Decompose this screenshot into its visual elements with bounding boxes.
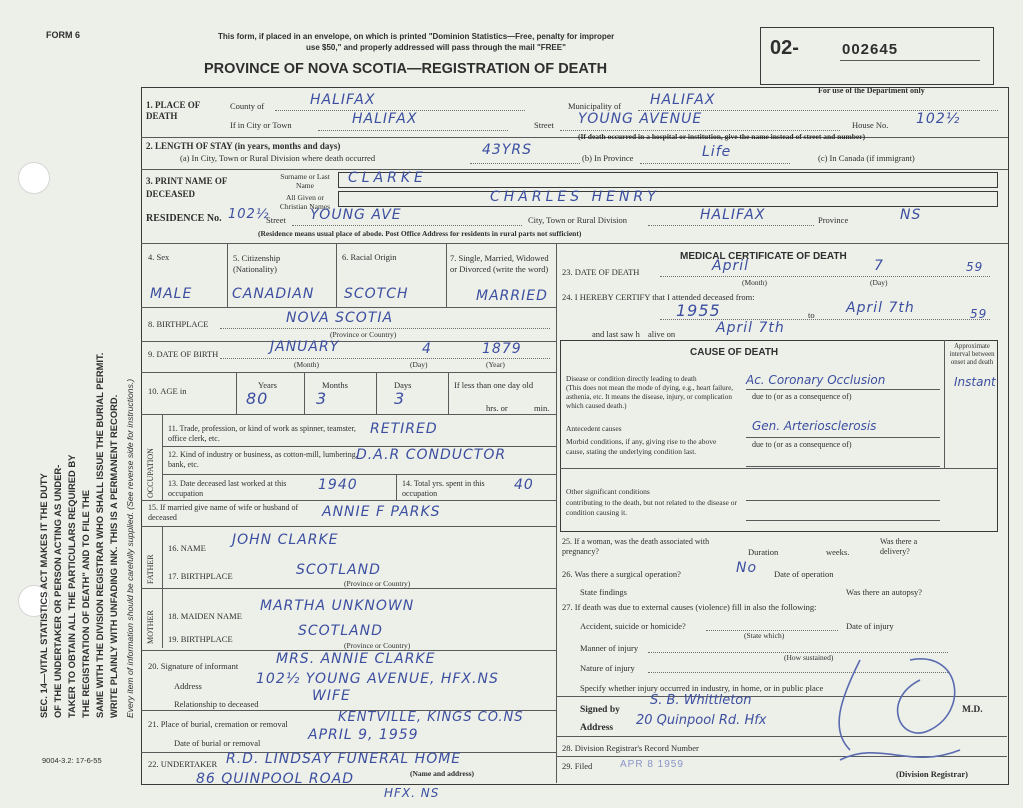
certify-from-value: 1955 — [676, 301, 721, 320]
dob-year-label: (Year) — [486, 360, 505, 369]
signed-by-value: S. B. Whittleton — [650, 693, 752, 708]
given-name-label: All Given or Christian Names — [279, 193, 331, 211]
residence-city-label: City, Town or Rural Division — [528, 215, 628, 225]
given-name-value: CHARLES HENRY — [490, 189, 660, 205]
death-day-label: (Day) — [870, 278, 888, 287]
less-than-day-label: If less than one day old — [454, 380, 534, 390]
father-birthplace-label: 17. BIRTHPLACE — [168, 571, 233, 581]
county-value: HALIFAX — [310, 92, 376, 108]
specify-label: Specify whether injury occurred in industry, in home, or in public place — [580, 683, 824, 693]
delivery-label: Was there a delivery? — [880, 537, 918, 556]
mother-maiden-label: 18. MAIDEN NAME — [168, 611, 242, 621]
stay-city-label: (a) In City, Town or Rural Division where death occurred — [180, 153, 376, 163]
residence-street-value: YOUNG AVE — [310, 207, 402, 223]
state-which-hint: (State which) — [744, 631, 785, 640]
marital-status-label: 7. Single, Married, Widowed or Divorced (write the word) — [450, 253, 549, 274]
surname-label: Surname or Last Name — [280, 172, 330, 190]
surname-value: CLARKE — [348, 170, 427, 186]
total-years-label: 14. Total yrs. spent in this occupation — [402, 479, 485, 498]
length-of-stay-label: 2. LENGTH OF STAY (in years, months and days) — [146, 141, 341, 151]
death-day-value: 7 — [874, 258, 884, 274]
stay-canada-label: (c) In Canada (if immigrant) — [818, 153, 915, 163]
side-instruction-line5: SAME WITH THE DIVISION REGISTRAR WHO SHALL ISSUE THE BURIAL PERMIT. — [94, 352, 105, 718]
death-year-value: 59 — [966, 260, 984, 274]
birthplace-value: NOVA SCOTIA — [286, 310, 394, 326]
footer-code: 9004-3.2: 17-6-55 — [42, 756, 102, 765]
cause-of-death-title: CAUSE OF DEATH — [690, 347, 779, 358]
father-birthplace-hint: (Province or Country) — [344, 579, 411, 588]
approx-interval-label: Approximate interval between onset and death — [949, 343, 995, 366]
burial-date-value: APRIL 9, 1959 — [308, 727, 419, 743]
relationship-value: WIFE — [312, 688, 351, 704]
informant-address-value: 102½ YOUNG AVENUE, HFX.NS — [256, 671, 499, 687]
date-operation-label: Date of operation — [774, 569, 834, 579]
industry-label: 12. Kind of industry or business, as cotton-mill, lumbering, bank, etc. — [168, 450, 358, 469]
accident-label: Accident, suicide or homicide? — [580, 621, 686, 631]
disease-note: (This does not mean the mode of dying, e.g., heart failure, asthenia, etc. It means the disease, injury, or complication which caused death.) — [566, 384, 734, 410]
form-title: PROVINCE OF NOVA SCOTIA—REGISTRATION OF DEATH — [204, 61, 608, 77]
last-worked-label: 13. Date deceased last worked at this occupation — [168, 479, 287, 498]
undertaker-label: 22. UNDERTAKER — [148, 759, 218, 769]
q27-label: 27. If death was due to external causes (violence) fill in also the following: — [562, 602, 817, 612]
occupation-side-label: OCCUPATION — [146, 448, 155, 498]
division-registrar-label: (Division Registrar) — [896, 769, 969, 779]
mother-birthplace-hint: (Province or Country) — [344, 641, 411, 650]
how-sustained-hint: (How sustained) — [784, 653, 834, 662]
father-name-value: JOHN CLARKE — [232, 532, 339, 548]
date-of-birth-label: 9. DATE OF BIRTH — [148, 349, 219, 359]
department-use-note: For use of the Department only — [818, 86, 925, 95]
street-label: Street — [534, 120, 554, 130]
citizenship-label: 5. Citizenship (Nationality) — [233, 253, 281, 274]
q28-label: 28. Division Registrar's Record Number — [562, 743, 699, 753]
wife-label: 15. If married give name of wife or husband of deceased — [148, 503, 299, 522]
residence-city-value: HALIFAX — [700, 207, 766, 223]
months-label: Months — [322, 380, 348, 390]
hrs-label: hrs. or — [486, 403, 508, 413]
interval-a-value: Instant — [954, 375, 996, 389]
municipality-value: HALIFAX — [650, 92, 716, 108]
due-to-b-label: due to (or as a consequence of) — [752, 440, 852, 449]
mail-notice-line2: use $50," and properly addressed will pass through the mail "FREE" — [306, 43, 566, 52]
q25-label: 25. If a woman, was the death associated with pregnancy? — [562, 537, 710, 556]
residence-label: RESIDENCE No. — [146, 213, 222, 224]
mother-maiden-value: MARTHA UNKNOWN — [260, 598, 415, 614]
house-no-value: 102½ — [916, 111, 961, 127]
burial-place-value: KENTVILLE, KINGS CO.NS — [338, 710, 524, 725]
form-number: FORM 6 — [46, 30, 81, 40]
nature-label: Nature of injury — [580, 663, 635, 673]
sex-label: 4. Sex — [148, 252, 170, 262]
due-to-a-label: due to (or as a consequence of) — [752, 392, 852, 401]
min-label: min. — [534, 403, 550, 413]
autopsy-label: Was there an autopsy? — [846, 587, 923, 597]
operation-value: No — [736, 560, 758, 576]
father-name-label: 16. NAME — [168, 543, 206, 553]
racial-origin-value: SCOTCH — [344, 286, 409, 302]
informant-label: 20. Signature of informant — [148, 661, 239, 671]
age-months-value: 3 — [316, 389, 328, 408]
antecedent-note: Morbid conditions, if any, giving rise to the above cause, stating the underlying condition last. — [566, 437, 717, 456]
mail-notice-line1: This form, if placed in an envelope, on which is printed "Dominion Statistics—Free, penalty for improper — [218, 32, 615, 41]
dob-month-value: JANUARY — [270, 339, 340, 355]
marital-status-value: MARRIED — [476, 288, 548, 304]
last-saw-label: and last saw h — [592, 329, 640, 339]
filed-date-stamp: APR 8 1959 — [620, 759, 684, 770]
q29-label: 29. Filed — [562, 761, 593, 771]
municipality-label: Municipality of — [568, 101, 622, 111]
stay-province-value: Life — [702, 144, 732, 160]
mother-birthplace-value: SCOTLAND — [298, 623, 383, 639]
cause-b-value: Gen. Arteriosclerosis — [752, 419, 877, 433]
industry-value: D.A.R CONDUCTOR — [356, 447, 507, 463]
undertaker-hint: (Name and address) — [410, 769, 475, 778]
signer-address-value: 20 Quinpool Rd. Hfx — [636, 713, 767, 728]
undertaker-line2: 86 QUINPOOL ROAD — [196, 771, 354, 787]
city-label: If in City or Town — [230, 120, 292, 130]
print-name-label: 3. PRINT NAME OF DECEASED — [146, 176, 227, 199]
side-instruction-line6: WRITE PLAINLY WITH UNFADING INK. THIS IS A PERMANENT RECORD. — [108, 394, 119, 718]
undertaker-line1: R.D. LINDSAY FUNERAL HOME — [226, 751, 462, 767]
residence-note: (Residence means usual place of abode. Post Office Address for residents in rural parts not sufficient) — [258, 229, 582, 238]
weeks-label: weeks. — [826, 547, 850, 557]
signed-by-label: Signed by — [580, 705, 620, 715]
disease-label: Disease or condition directly leading to death — [566, 375, 697, 383]
place-of-death-label: 1. PLACE OF DEATH — [146, 100, 200, 121]
dob-day-value: 4 — [422, 341, 432, 357]
dob-year-value: 1879 — [482, 341, 522, 357]
side-instruction-line1: SEC. 14—VITAL STATISTICS ACT MAKES IT THE DUTY — [38, 473, 49, 718]
total-years-value: 40 — [514, 477, 534, 493]
duration-label: Duration — [748, 547, 779, 557]
relationship-label: Relationship to deceased — [174, 699, 259, 709]
days-label: Days — [394, 380, 412, 390]
county-label: County of — [230, 101, 265, 111]
side-instruction-line4: THE REGISTRATION OF DEATH" AND TO FILE THE — [80, 489, 91, 718]
birthplace-hint: (Province or Country) — [330, 330, 397, 339]
racial-origin-label: 6. Racial Origin — [342, 252, 397, 262]
trade-label: 11. Trade, profession, or kind of work as spinner, teamster, office clerk, etc. — [168, 424, 356, 443]
informant-value: MRS. ANNIE CLARKE — [276, 651, 436, 667]
age-years-value: 80 — [246, 389, 269, 408]
state-findings-label: State findings — [580, 587, 627, 597]
alive-on-value: April 7th — [716, 320, 785, 336]
stay-province-label: (b) In Province — [582, 153, 634, 163]
last-worked-value: 1940 — [318, 477, 358, 493]
registrar-signature — [820, 640, 990, 780]
years-label: Years — [258, 380, 277, 390]
residence-province-value: NS — [900, 207, 922, 223]
certify-to-label: to — [808, 310, 815, 320]
registration-prefix: 02- — [770, 37, 799, 59]
side-instruction-line3: TAKER TO OBTAIN ALL THE PARTICULARS REQUIRED BY — [66, 454, 77, 718]
informant-address-label: Address — [174, 681, 202, 691]
street-value: YOUNG AVENUE — [578, 111, 703, 127]
punch-hole — [18, 162, 50, 194]
sex-value: MALE — [150, 286, 193, 302]
dob-month-label: (Month) — [294, 360, 319, 369]
cause-a-value: Ac. Coronary Occlusion — [746, 373, 886, 387]
signer-address-label: Address — [580, 723, 614, 733]
certify-year-value: 59 — [970, 307, 988, 321]
given-name-boxes — [338, 191, 998, 207]
father-side-label: FATHER — [146, 554, 155, 584]
residence-province-label: Province — [818, 215, 849, 225]
side-instruction-line2: OF THE UNDERTAKER OR PERSON ACTING AS UNDER- — [52, 464, 63, 718]
mother-birthplace-label: 19. BIRTHPLACE — [168, 634, 233, 644]
center-divider — [556, 243, 557, 783]
mother-side-label: MOTHER — [146, 610, 155, 644]
surname-boxes — [338, 172, 998, 188]
death-month-label: (Month) — [742, 278, 767, 287]
registration-number: 002645 — [842, 41, 899, 58]
other-conditions-note: contributing to the death, but not related to the disease or condition causing it. — [566, 498, 737, 517]
city-value: HALIFAX — [352, 111, 418, 127]
date-of-death-label: 23. DATE OF DEATH — [562, 267, 640, 277]
dob-day-label: (Day) — [410, 360, 428, 369]
certify-label: 24. I HEREBY CERTIFY that I attended deceased from: — [562, 292, 755, 302]
undertaker-line3: HFX. NS — [384, 786, 440, 800]
residence-no-value: 102½ — [228, 207, 270, 222]
side-instruction-line7: Every item of information should be carefully supplied. (See reverse side for instructions.) — [125, 378, 135, 718]
md-label: M.D. — [962, 705, 983, 715]
age-label: 10. AGE in — [148, 386, 187, 396]
house-no-label: House No. — [852, 120, 889, 130]
alive-on-label: alive on — [648, 329, 676, 339]
medical-certificate-title: MEDICAL CERTIFICATE OF DEATH — [680, 251, 847, 262]
manner-label: Manner of injury — [580, 643, 639, 653]
father-birthplace-value: SCOTLAND — [296, 562, 381, 578]
burial-date-label: Date of burial or removal — [174, 738, 261, 748]
antecedent-label: Antecedent causes — [566, 424, 622, 433]
wife-value: ANNIE F PARKS — [322, 504, 441, 520]
trade-value: RETIRED — [370, 421, 438, 437]
date-injury-label: Date of injury — [846, 621, 894, 631]
age-days-value: 3 — [394, 389, 406, 408]
certify-to-value: April 7th — [846, 300, 915, 316]
residence-street-label: Street — [266, 215, 286, 225]
q26-label: 26. Was there a surgical operation? — [562, 569, 681, 579]
hospital-note: (If death occurred in a hospital or institution, give the name instead of street and number) — [578, 132, 866, 141]
burial-place-label: 21. Place of burial, cremation or removal — [148, 719, 288, 729]
citizenship-value: CANADIAN — [232, 286, 315, 302]
other-conditions-label: Other significant conditions — [566, 487, 650, 496]
birthplace-label: 8. BIRTHPLACE — [148, 319, 209, 329]
death-month-value: April — [712, 258, 749, 274]
stay-city-value: 43YRS — [482, 142, 532, 158]
